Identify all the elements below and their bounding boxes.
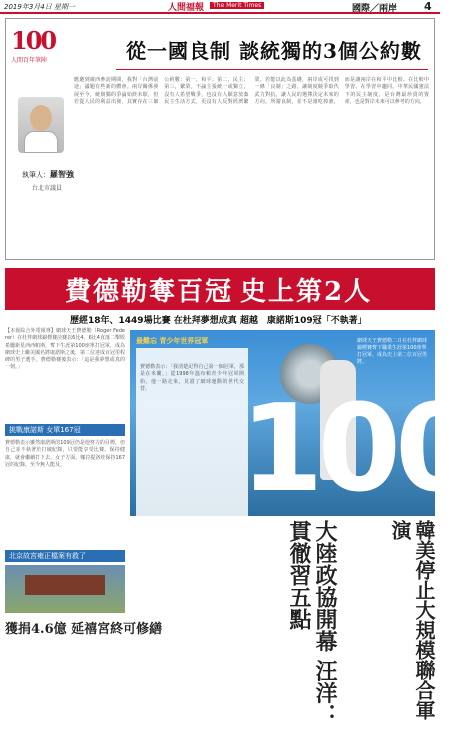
photo-caption-title: 最難忘 青少年世界冠軍 — [136, 337, 209, 345]
author-photo — [18, 97, 64, 153]
author-shirt — [24, 131, 58, 153]
banner-title-right: 史上第2人 — [240, 277, 373, 307]
cppcc-body — [130, 520, 280, 730]
palace-photo — [5, 565, 125, 613]
photo-side-caption: 網球天王費德勒二日在杜拜網球錦標賽奪下職業生涯第100座單打冠軍，成為史上第二位百冠男將。 — [357, 338, 428, 365]
palace-headline: 獲捐4.6億 延禧宮終可修繕 — [5, 622, 163, 637]
palace-roof — [25, 575, 105, 595]
author-prefix: 執筆人： — [22, 171, 50, 179]
newspaper-logo: 人間福報 — [168, 3, 205, 13]
photo-textbox — [136, 348, 248, 516]
page-number: 4 — [424, 0, 432, 13]
column-body: 應邀到廣西參訪期間，我對「台灣前途」議題有些新的體會。兩岸關係發展至今，統與獨的爭論始終未歇，但若從人民的利益出發，其實存在三個公約數：第一，和平；第二，民主；第三，繁榮。不論主張統一或獨立，沒有人希望戰爭，也沒有人願意放棄民主生活方式，更沒有人反對經濟繁榮。若能以此為基礎，兩岸或可找到一條「良制」之路，讓制度競爭取代武力對抗，讓人民的選擇決定未來的方向。所謂良制，並不是誰吃掉誰，而是讓兩岸在和平中比較、在比較中學習、在學習中趨同。中華民國憲法下的民主制度，是台灣最珍貴的資產，也是對岸未來可以參考的方向。 — [74, 77, 429, 105]
newspaper-logo-en: The Merit Times — [210, 2, 264, 9]
author-byline — [22, 169, 74, 180]
badge-number: 100 — [11, 26, 56, 55]
subsection-head: 挑戰康諾斯 女單167冠 — [5, 424, 125, 436]
headline-rule — [116, 69, 428, 70]
column-headline: 從一國良制 談統獨的3個公約數 — [126, 39, 422, 63]
section-title: 國際／兩岸 — [352, 4, 398, 14]
federer-photo — [130, 330, 473, 519]
palace-body — [5, 638, 125, 730]
federer-story-body-2: 費德勒表示雖然康諾斯的109冠仍是他努力的目標，但自己並不執著於打破紀錄，只要能享受比賽、保持健康，就會繼續打下去。女子方面，娜拉提洛娃保持167冠的紀錄，至今無人能及。 — [5, 440, 125, 468]
badge-text: 人間百年筆陣 — [11, 57, 48, 64]
author-title: 台北市議員 — [32, 185, 63, 192]
korea-body — [342, 520, 404, 730]
author-name: 羅智強 — [50, 170, 74, 179]
palace-section-head: 北京故宮雍正檔案有救了 — [5, 550, 125, 562]
korea-headline: 韓美停止大規模聯合軍演 — [388, 520, 436, 720]
federer-story-body: 【本報綜合外電報導】網球天王費德勒（Roger Federer）在杜拜網球錦標賽決賽以6比4、6比4直落二擊敗希臘新星西西帕斯，奪下生涯第100座單打冠軍，成為網球史上繼美國名將康諾斯之後，第二位達成百冠里程碑的男子選手。費德勒賽後表示：「這是我夢想成真的一刻。」 — [5, 328, 126, 371]
author-face — [30, 105, 52, 131]
masthead — [0, 0, 440, 14]
hundred-graphic: 100 — [240, 380, 473, 519]
photo-box-text: 費德勒表示：「我清楚記得自己第一個冠軍，那是在米蘭。」從1998年溫布頓青少年冠軍開始，他一路走來，見證了網球運動的世代交替。 — [140, 364, 244, 392]
century-badge — [11, 26, 71, 66]
issue-date: 2019年3月4日 星期一 — [4, 3, 75, 11]
banner-title-left: 費德勒奪百冠 — [65, 277, 234, 307]
federer-banner — [5, 268, 435, 310]
cppcc-headline: 大陸政協開幕 汪洋：貫徹習五點 — [286, 520, 338, 726]
opinion-column — [5, 18, 435, 260]
banner-subtitle: 歷經18年、1449場比賽 在杜拜夢想成真 超越 康諾斯109冠「不執著」 — [70, 316, 367, 326]
